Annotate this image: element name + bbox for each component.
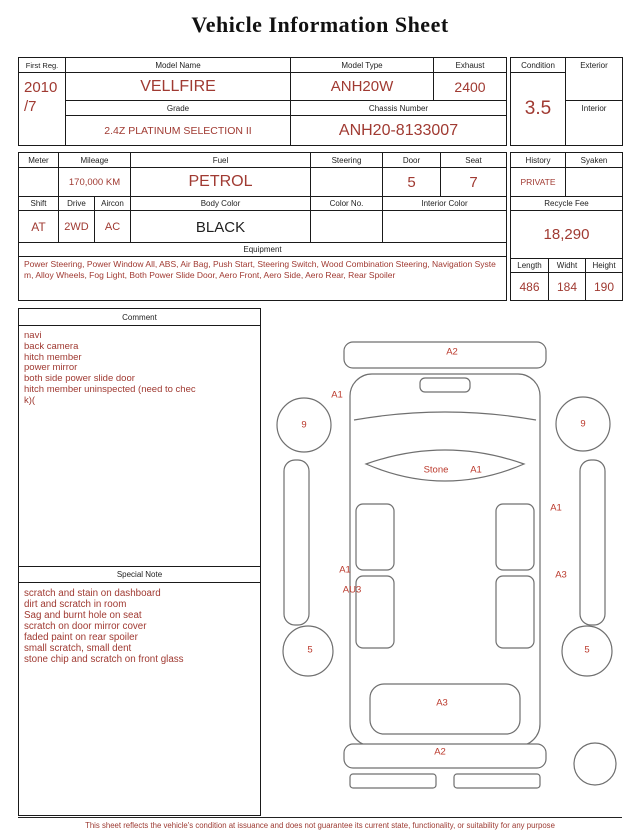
- shift-value: AT: [18, 210, 59, 244]
- exhaust-value: 2400: [433, 72, 507, 101]
- model-name-value: VELLFIRE: [65, 72, 291, 101]
- page-title: Vehicle Information Sheet: [191, 12, 449, 37]
- damage-label-front-left: A1: [331, 389, 343, 401]
- equipment-label: Equipment: [18, 242, 507, 257]
- damage-label-right-slide-door: A3: [555, 569, 567, 581]
- comment-header: Comment: [18, 308, 261, 326]
- color-no-value-cell: [310, 210, 383, 244]
- aircon-value: AC: [94, 210, 131, 244]
- damage-label-windshield-a1: A1: [470, 464, 482, 476]
- door-value: 5: [382, 167, 441, 197]
- condition-label: Condition: [510, 57, 566, 73]
- special-note-list: scratch and stain on dashboard dirt and scratch in room Sag and burnt hole on seat scratch on door mirror cover faded paint on rear spoiler small scratch, small dent stone chip and scratch on front glass: [24, 588, 184, 665]
- rear-hatch-shape: [370, 684, 520, 734]
- width-label: Widht: [548, 258, 586, 273]
- chassis-number-label: Chassis Number: [290, 100, 507, 116]
- footer-divider: [18, 817, 622, 818]
- meter-label: Meter: [18, 152, 59, 168]
- damage-label-front-bumper: A2: [446, 346, 458, 358]
- damage-label-rear-bumper: A2: [434, 746, 446, 758]
- exhaust-label: Exhaust: [433, 57, 507, 73]
- history-value: PRIVATE: [510, 167, 566, 197]
- left-side-panel-shape: [284, 460, 309, 625]
- rear-left-trim-shape: [350, 774, 436, 788]
- damage-label-wheel-rear-right: 5: [584, 644, 590, 656]
- recycle-fee-value: 18,290: [510, 210, 623, 259]
- damage-label-windshield-stone: Stone: [423, 464, 449, 476]
- damage-label-wheel-rear-left: 5: [307, 644, 313, 656]
- disclaimer: This sheet reflects the vehicle's condition at issuance and does not guarantee its current state, functionality, or suitability for any purpose: [85, 821, 555, 830]
- fuel-label: Fuel: [130, 152, 311, 168]
- grade-value: 2.4Z PLATINUM SELECTION II: [65, 115, 291, 146]
- shift-label: Shift: [18, 196, 59, 211]
- mileage-label: Mileage: [58, 152, 131, 168]
- damage-label-rear-hatch: A3: [436, 697, 448, 709]
- history-label: History: [510, 152, 566, 168]
- recycle-fee-label: Recycle Fee: [510, 196, 623, 211]
- model-type-value: ANH20W: [290, 72, 434, 101]
- damage-label-left-slide-door-au3: AU3: [342, 584, 362, 596]
- drive-label: Drive: [58, 196, 95, 211]
- first-reg-month: /7: [24, 98, 37, 115]
- syaken-value-cell: [565, 167, 623, 197]
- body-color-value: BLACK: [130, 210, 311, 244]
- width-value: 184: [548, 272, 586, 301]
- first-reg-value: [18, 72, 66, 146]
- left-front-door-shape: [356, 504, 394, 570]
- condition-value: 3.5: [510, 72, 566, 146]
- right-slide-door-shape: [496, 576, 534, 648]
- damage-label-right-front-door: A1: [550, 502, 562, 514]
- seat-value: 7: [440, 167, 507, 197]
- exterior-cell: Exterior: [565, 57, 623, 101]
- chassis-number-value: ANH20-8133007: [290, 115, 507, 146]
- spare-tire-shape: [574, 743, 616, 785]
- front-bumper-shape: [344, 342, 546, 368]
- comment-list: navi back camera hitch member power mirror both side power slide door hitch member uninspected (need to chec k)(: [24, 330, 196, 406]
- height-label: Height: [585, 258, 623, 273]
- damage-label-wheel-front-left: 9: [301, 419, 307, 431]
- model-type-label: Model Type: [290, 57, 434, 73]
- grade-label: Grade: [65, 100, 291, 116]
- special-note-header: Special Note: [18, 566, 261, 583]
- first-reg-label: First Reg.: [18, 57, 66, 73]
- length-label: Length: [510, 258, 549, 273]
- aircon-label: Aircon: [94, 196, 131, 211]
- first-reg-year: 2010: [24, 79, 58, 96]
- vehicle-diagram: [262, 312, 622, 812]
- interior-color-value-cell: [382, 210, 507, 244]
- steering-label: Steering: [310, 152, 383, 168]
- door-label: Door: [382, 152, 441, 168]
- seat-label: Seat: [440, 152, 507, 168]
- steering-value-cell: [310, 167, 383, 197]
- fuel-value: PETROL: [130, 167, 311, 197]
- damage-label-wheel-front-right: 9: [580, 418, 586, 430]
- equipment-text: Power Steering, Power Window All, ABS, Air Bag, Push Start, Steering Switch, Wood Combination Steering, Navigation System, Alloy Wheels, Fog Light, Both Power Slide Door, Aero Front, Aero Side, Aero Rear, Rear Spoiler: [18, 256, 507, 301]
- front-grille-shape: [420, 378, 470, 392]
- right-front-door-shape: [496, 504, 534, 570]
- damage-label-left-slide-door-a1: A1: [339, 564, 351, 576]
- interior-cell: Interior: [565, 100, 623, 146]
- meter-value-cell: [18, 167, 59, 197]
- left-slide-door-shape: [356, 576, 394, 648]
- right-side-panel-shape: [580, 460, 605, 625]
- rear-right-trim-shape: [454, 774, 540, 788]
- height-value: 190: [585, 272, 623, 301]
- drive-value: 2WD: [58, 210, 95, 244]
- body-color-label: Body Color: [130, 196, 311, 211]
- syaken-label: Syaken: [565, 152, 623, 168]
- mileage-value: 170,000 KM: [58, 167, 131, 197]
- interior-color-label: Interior Color: [382, 196, 507, 211]
- model-name-label: Model Name: [65, 57, 291, 73]
- length-value: 486: [510, 272, 549, 301]
- color-no-label: Color No.: [310, 196, 383, 211]
